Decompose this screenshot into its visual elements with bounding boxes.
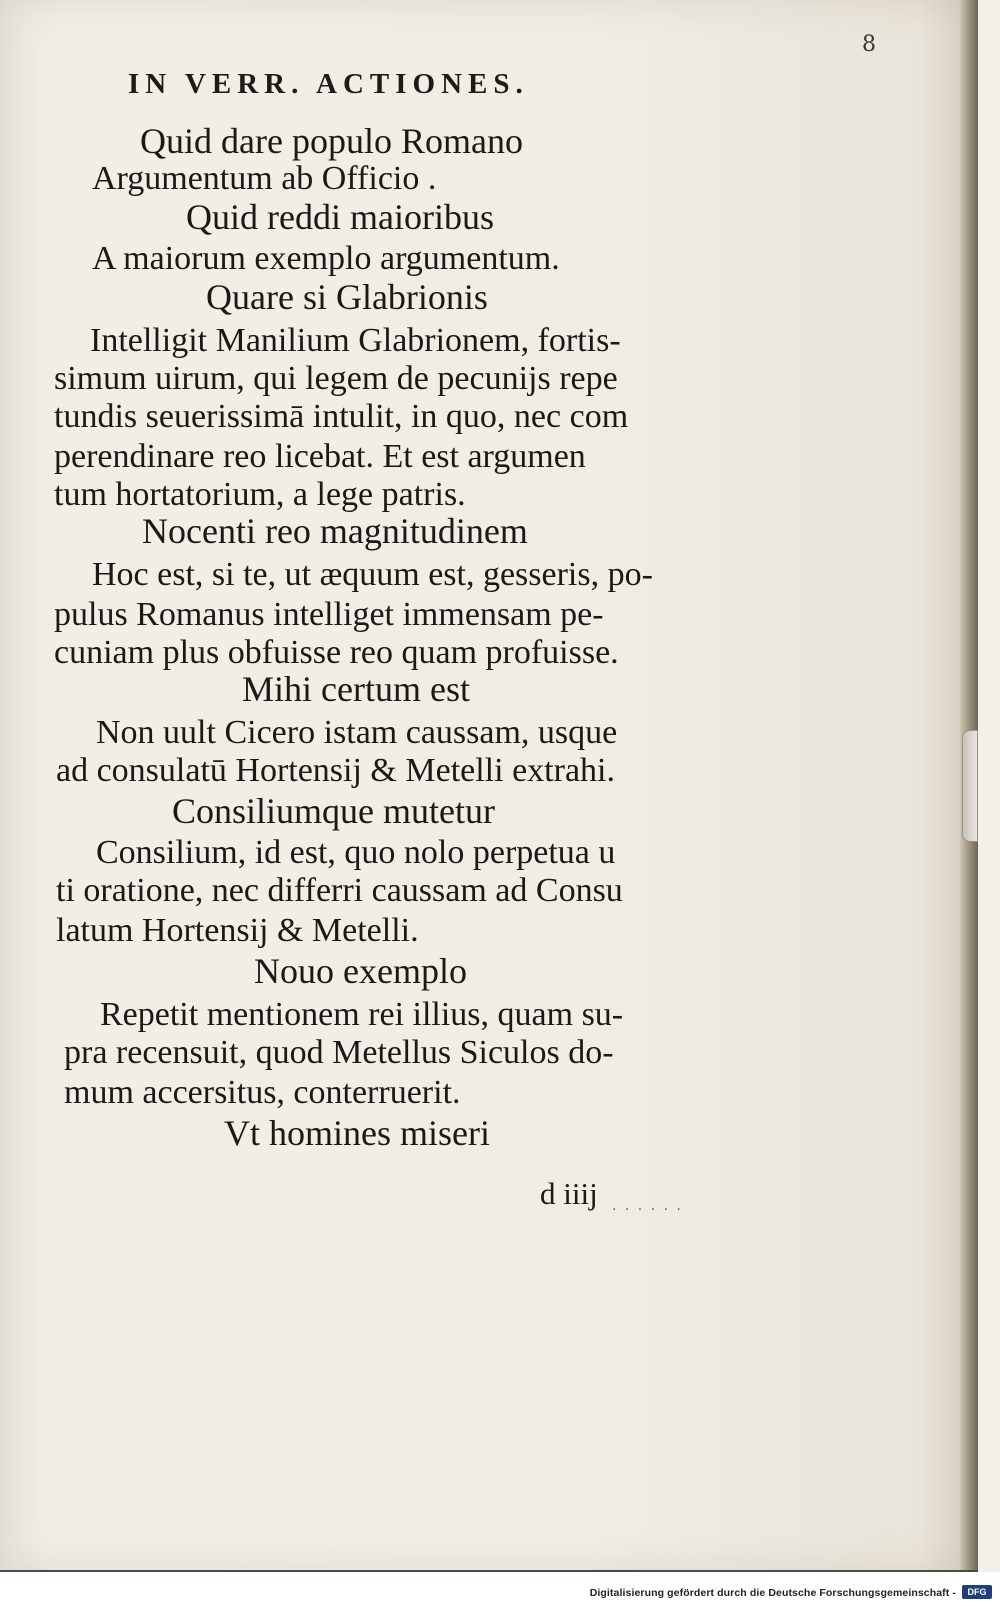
lemma-line: Consiliumque mutetur [172, 791, 495, 831]
footer-credit: Digitalisierung gefördert durch die Deutsche Forschungsgemeinschaft - [589, 1587, 956, 1599]
lemma-line: Quare si Glabrionis [206, 277, 488, 317]
commentary-line: tum hortatorium, a lege patris. [54, 476, 466, 513]
commentary-line: Hoc est, si te, ut æquum est, gesseris, po- [92, 556, 653, 593]
commentary-line: Intelligit Manilium Glabrionem, fortis- [90, 322, 621, 359]
commentary-line: Non uult Cicero istam caussam, usque [96, 714, 618, 751]
ornament-dots: . . . . . . [612, 1198, 683, 1214]
commentary-line: ti oratione, nec differri caussam ad Consu [56, 872, 623, 909]
commentary-line: cuniam plus obfuisse reo quam profuisse. [54, 634, 619, 671]
commentary-line: latum Hortensij & Metelli. [56, 912, 419, 949]
commentary-line: tundis seuerissimā intulit, in quo, nec com [54, 398, 629, 435]
dfg-logo: DFG [962, 1585, 992, 1599]
lemma-line: Quid reddi maioribus [186, 197, 494, 237]
lemma-line: Nocenti reo magnitudinem [142, 511, 528, 551]
commentary-line: mum accersitus, conterruerit. [64, 1074, 461, 1111]
signature-mark: d iiij [540, 1176, 598, 1211]
commentary-line: Consilium, id est, quo nolo perpetua u [96, 834, 616, 871]
commentary-line: A maiorum exemplo argumentum. [92, 240, 560, 277]
lemma-line: Nouo exemplo [254, 951, 467, 991]
commentary-line: Repetit mentionem rei illius, quam su- [100, 996, 624, 1033]
running-head: IN VERR. ACTIONES. [128, 68, 529, 100]
commentary-line: simum uirum, qui legem de pecunijs repe [54, 360, 618, 397]
folio-number: 8 [862, 32, 878, 57]
commentary-line: perendinare reo licebat. Et est argumen [54, 438, 586, 475]
lemma-line: Mihi certum est [242, 669, 470, 709]
commentary-line: ad consulatū Hortensij & Metelli extrahi. [56, 752, 615, 789]
lemma-line: Vt homines miseri [224, 1113, 490, 1153]
commentary-line: pulus Romanus intelliget immensam pe- [54, 596, 604, 633]
clasp-mark [962, 730, 978, 842]
commentary-line: pra recensuit, quod Metellus Siculos do- [64, 1034, 614, 1071]
commentary-line: Argumentum ab Officio . [92, 160, 437, 197]
lemma-line: Quid dare populo Romano [140, 121, 523, 161]
